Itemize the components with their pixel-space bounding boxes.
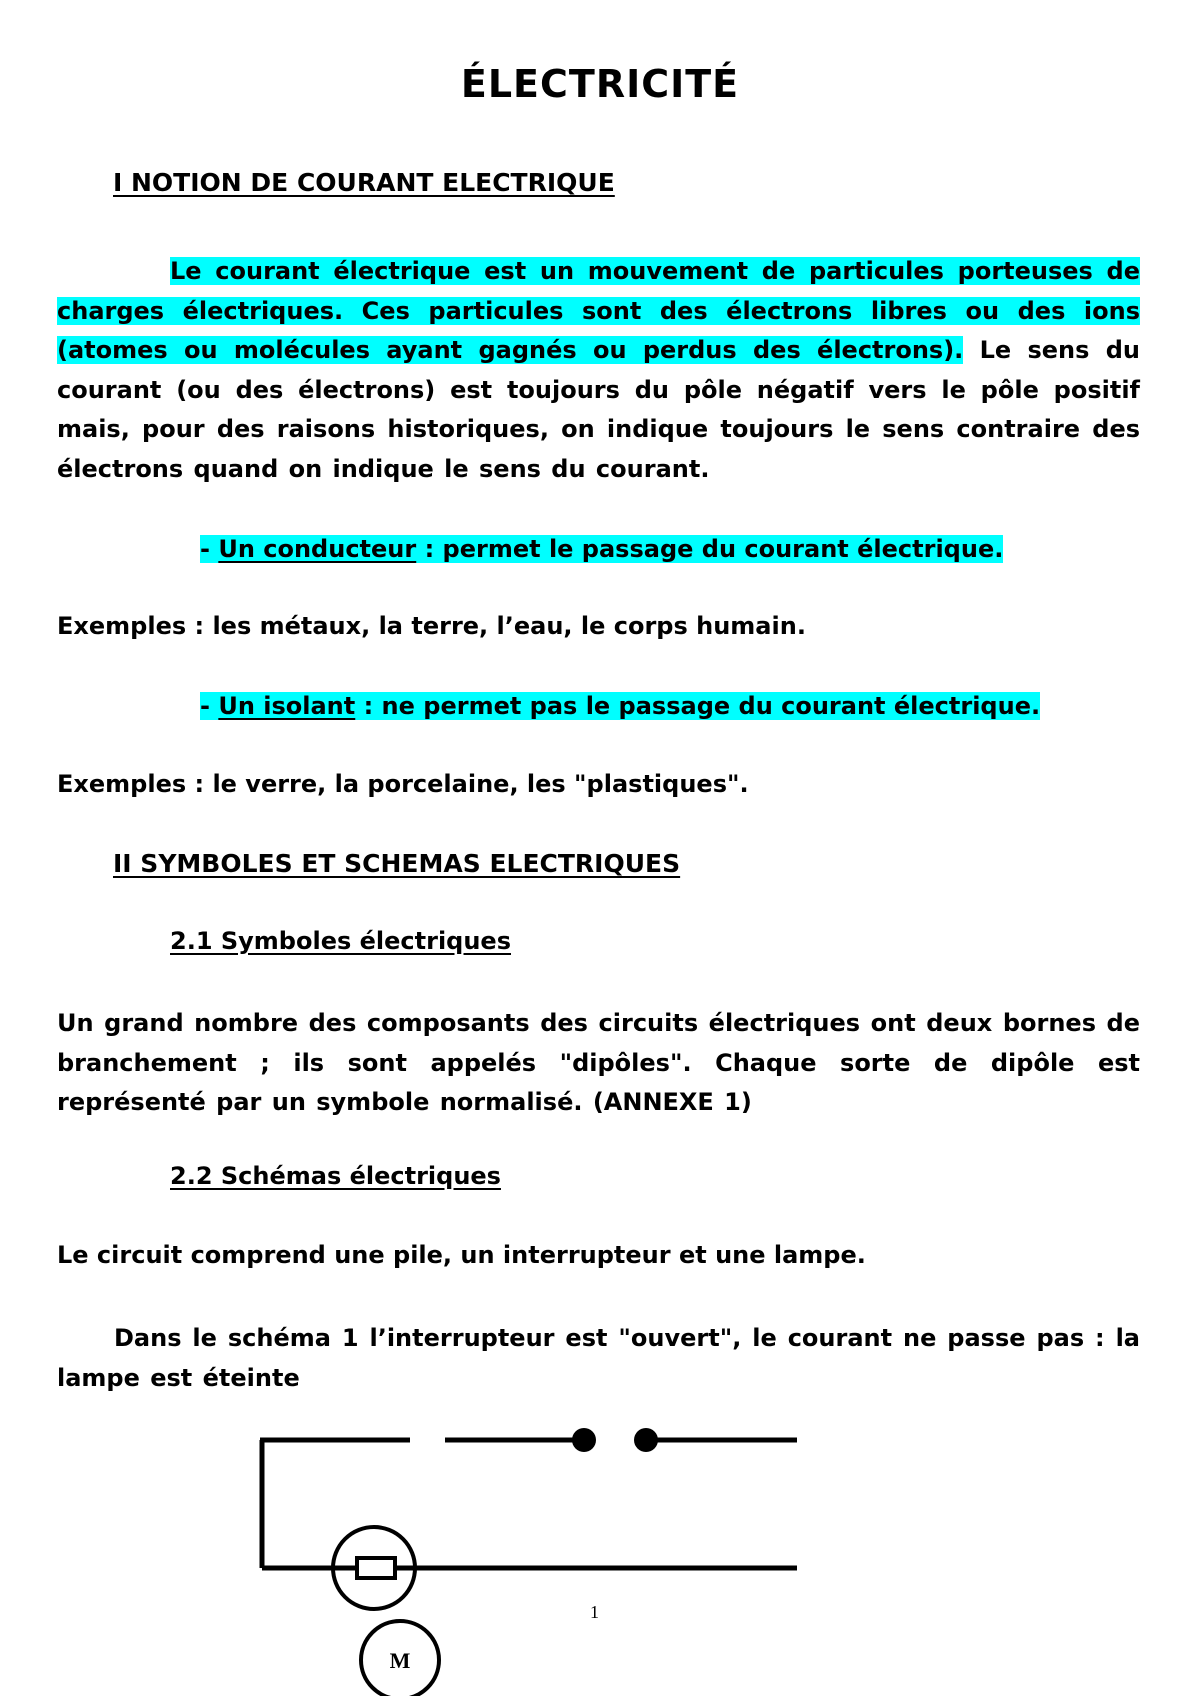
section-2-heading: II SYMBOLES ET SCHEMAS ELECTRIQUES bbox=[113, 849, 681, 878]
lamp-filament-icon bbox=[357, 1558, 395, 1578]
switch-contact-left-icon bbox=[572, 1428, 596, 1452]
page-number: 1 bbox=[590, 1602, 599, 1622]
isolant-term: Un isolant bbox=[218, 692, 356, 720]
schema-1-text: Dans le schéma 1 l’interrupteur est "ouvert", le courant ne passe pas : la lampe est éteinte bbox=[57, 1324, 1140, 1392]
switch-contact-right-icon bbox=[634, 1428, 658, 1452]
isolant-examples: Exemples : le verre, la porcelaine, les "plastiques". bbox=[57, 770, 749, 798]
section-1-heading: I NOTION DE COURANT ELECTRIQUE bbox=[113, 168, 615, 197]
subsection-2-1-heading: 2.1 Symboles électriques bbox=[170, 927, 511, 955]
conducteur-text: : permet le passage du courant électrique. bbox=[416, 535, 1004, 563]
conducteur-examples: Exemples : les métaux, la terre, l’eau, le corps humain. bbox=[57, 612, 806, 640]
isolant-text: : ne permet pas le passage du courant électrique. bbox=[355, 692, 1041, 720]
conducteur-dash: - bbox=[200, 535, 219, 563]
isolant-dash: - bbox=[200, 692, 219, 720]
motor-label: M bbox=[389, 1648, 411, 1673]
highlighted-definition: Le courant électrique est un mouvement de particules porteuses de charges électriques. Ces particules sont des électrons libres ou des ions (atomes ou molécules ayant gagnés ou perdus des électrons). bbox=[57, 257, 1140, 364]
subsection-2-2-heading: 2.2 Schémas électriques bbox=[170, 1162, 501, 1190]
page-title: ÉLECTRICITÉ bbox=[460, 62, 740, 106]
subsection-2-1-text: Un grand nombre des composants des circuits électriques ont deux bornes de branchement ; ils sont appelés "dipôles". Chaque sorte de dipôle est représenté par un symbole normalisé. (ANNEXE 1) bbox=[57, 1009, 1140, 1116]
conducteur-term: Un conducteur bbox=[218, 535, 417, 563]
circuit-description: Le circuit comprend une pile, un interrupteur et une lampe. bbox=[57, 1241, 866, 1269]
intro-rest-text: Le sens du courant (ou des électrons) est toujours du pôle négatif vers le pôle positif mais, pour des raisons historiques, on indique toujours le sens contraire des électrons quand on indique le sens du courant. bbox=[57, 336, 1140, 483]
